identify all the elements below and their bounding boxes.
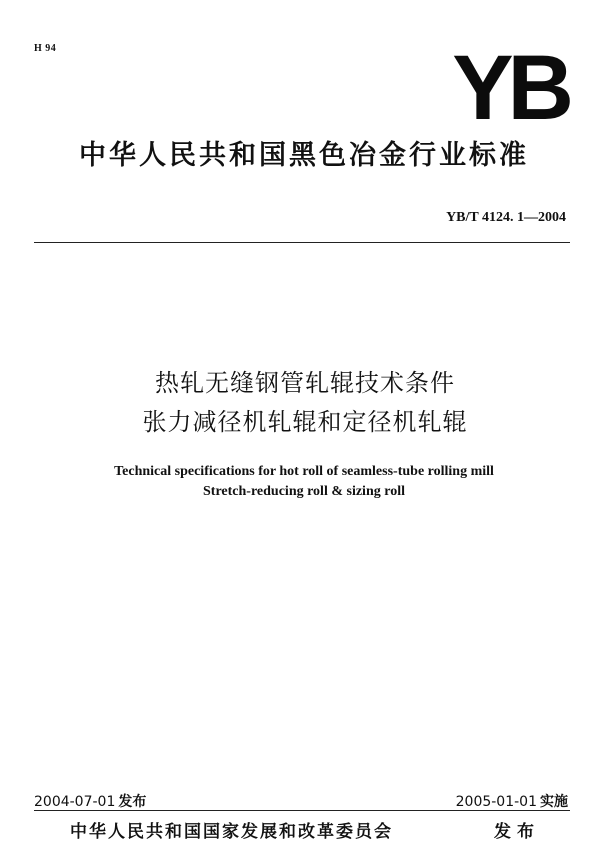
implementation-date: 2005-01-01 [455, 794, 537, 810]
issue-date-block [34, 791, 146, 811]
english-title-line-2: Stretch-reducing roll & sizing roll [203, 484, 405, 499]
top-divider [34, 242, 570, 243]
publisher-name: 中华人民共和国国家发展和改革委员会 [70, 822, 393, 842]
implementation-date-block [380, 791, 568, 811]
chinese-title-line-1: 热轧无缝钢管轧辊技术条件 [155, 369, 455, 397]
standard-number: YB/T 4124. 1—2004 [446, 210, 566, 225]
implementation-label: 实施 [540, 794, 568, 810]
chinese-title-line-2: 张力减径机轧辊和定径机轧辊 [142, 408, 468, 436]
bottom-divider [34, 810, 570, 811]
issue-label: 发布 [118, 794, 147, 810]
yb-logo: YB [452, 37, 568, 139]
issue-date: 2004-07-01 [34, 794, 116, 810]
standard-title: 中华人民共和国黑色冶金行业标准 [79, 140, 529, 171]
classification-code: H 94 [34, 43, 57, 54]
english-title-line-1: Technical specifications for hot roll of seamless-tube rolling mill [114, 464, 494, 479]
publish-label: 发布 [494, 822, 540, 842]
